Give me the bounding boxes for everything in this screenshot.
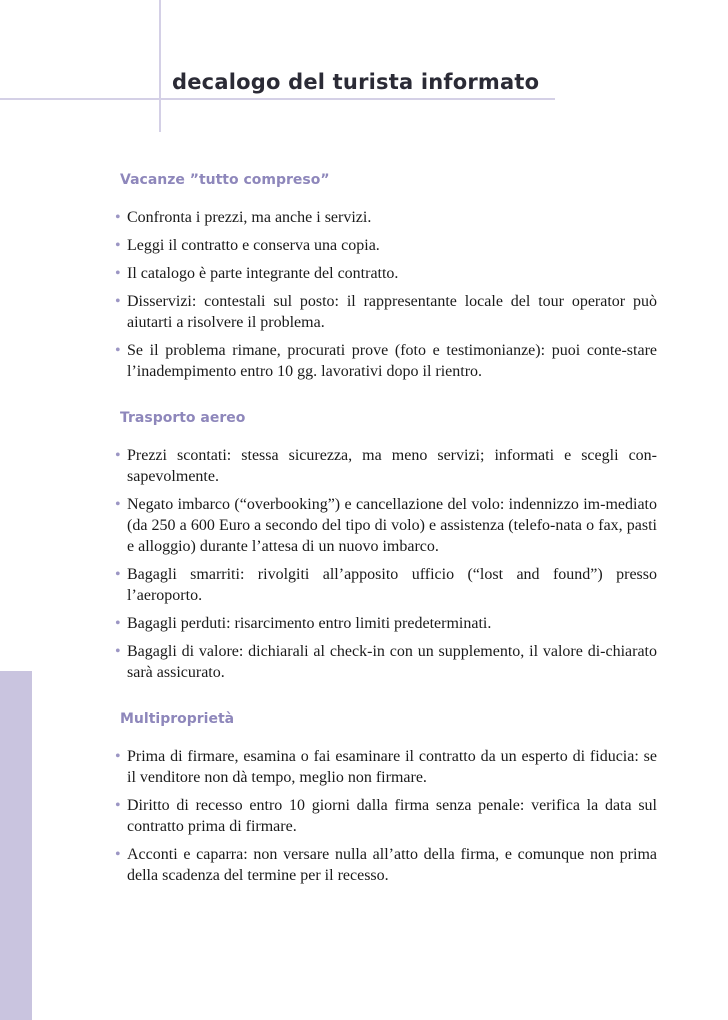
header-vertical-rule <box>159 0 161 132</box>
bullet-list <box>114 207 657 382</box>
section-heading: Trasporto aereo <box>120 410 246 426</box>
section-heading: Vacanze ”tutto compreso” <box>120 172 330 188</box>
section-vacanze <box>114 170 657 382</box>
list-item-text: Negato imbarco (“overbooking”) e cancellazione del volo: indennizzo im-mediato (da 250 a 600 Euro a secondo del tipo di volo) e assistenza (telefo-nata o fax, pasti e alloggio) durante l’attesa di un nuovo imbarco. <box>127 496 657 555</box>
bullet-icon: • <box>115 846 121 863</box>
list-item-text: Bagagli perduti: risarcimento entro limiti predeterminati. <box>127 615 492 632</box>
bullet-icon: • <box>115 293 121 310</box>
list-item-text: Confronta i prezzi, ma anche i servizi. <box>127 209 372 226</box>
list-item <box>114 340 657 382</box>
list-item <box>114 746 657 788</box>
list-item <box>114 207 657 228</box>
bullet-icon: • <box>115 566 121 583</box>
side-color-band <box>0 671 32 1020</box>
list-item <box>114 613 657 634</box>
list-item-text: Bagagli di valore: dichiarali al check-in con un supplemento, il valore di-chiarato sarà assicurato. <box>127 643 657 681</box>
list-item-text: Prima di firmare, esamina o fai esaminare il contratto da un esperto di fiducia: se il venditore non dà tempo, meglio non firmare. <box>127 748 657 786</box>
list-item <box>114 263 657 284</box>
bullet-icon: • <box>115 342 121 359</box>
bullet-icon: • <box>115 797 121 814</box>
list-item-text: Il catalogo è parte integrante del contratto. <box>127 265 399 282</box>
bullet-list <box>114 746 657 886</box>
list-item <box>114 235 657 256</box>
bullet-icon: • <box>115 748 121 765</box>
bullet-icon: • <box>115 496 121 513</box>
page-content <box>114 170 657 912</box>
list-item-text: Se il problema rimane, procurati prove (foto e testimonianze): puoi conte-stare l’inadempimento entro 10 gg. lavorativi dopo il rientro. <box>127 342 657 380</box>
section-heading: Multiproprietà <box>120 711 235 727</box>
bullet-icon: • <box>115 643 121 660</box>
bullet-icon: • <box>115 615 121 632</box>
list-item-text: Leggi il contratto e conserva una copia. <box>127 237 380 254</box>
list-item <box>114 291 657 333</box>
page-title: decalogo del turista informato <box>172 70 540 94</box>
list-item <box>114 564 657 606</box>
section-multiproprieta <box>114 709 657 886</box>
bullet-list <box>114 445 657 683</box>
list-item-text: Bagagli smarriti: rivolgiti all’apposito ufficio (“lost and found”) presso l’aeroporto. <box>127 566 657 604</box>
bullet-icon: • <box>115 237 121 254</box>
list-item <box>114 445 657 487</box>
bullet-icon: • <box>115 447 121 464</box>
list-item <box>114 494 657 557</box>
header-horizontal-rule <box>0 98 555 100</box>
bullet-icon: • <box>115 209 121 226</box>
list-item-text: Prezzi scontati: stessa sicurezza, ma meno servizi; informati e scegli con-sapevolmente. <box>127 447 657 485</box>
list-item <box>114 641 657 683</box>
list-item <box>114 795 657 837</box>
list-item-text: Disservizi: contestali sul posto: il rappresentante locale del tour operator può aiutarti a risolvere il problema. <box>127 293 657 331</box>
list-item-text: Acconti e caparra: non versare nulla all’atto della firma, e comunque non prima della scadenza del termine per il recesso. <box>127 846 657 884</box>
bullet-icon: • <box>115 265 121 282</box>
section-trasporto-aereo <box>114 408 657 683</box>
list-item <box>114 844 657 886</box>
list-item-text: Diritto di recesso entro 10 giorni dalla firma senza penale: verifica la data sul contratto prima di firmare. <box>127 797 657 835</box>
